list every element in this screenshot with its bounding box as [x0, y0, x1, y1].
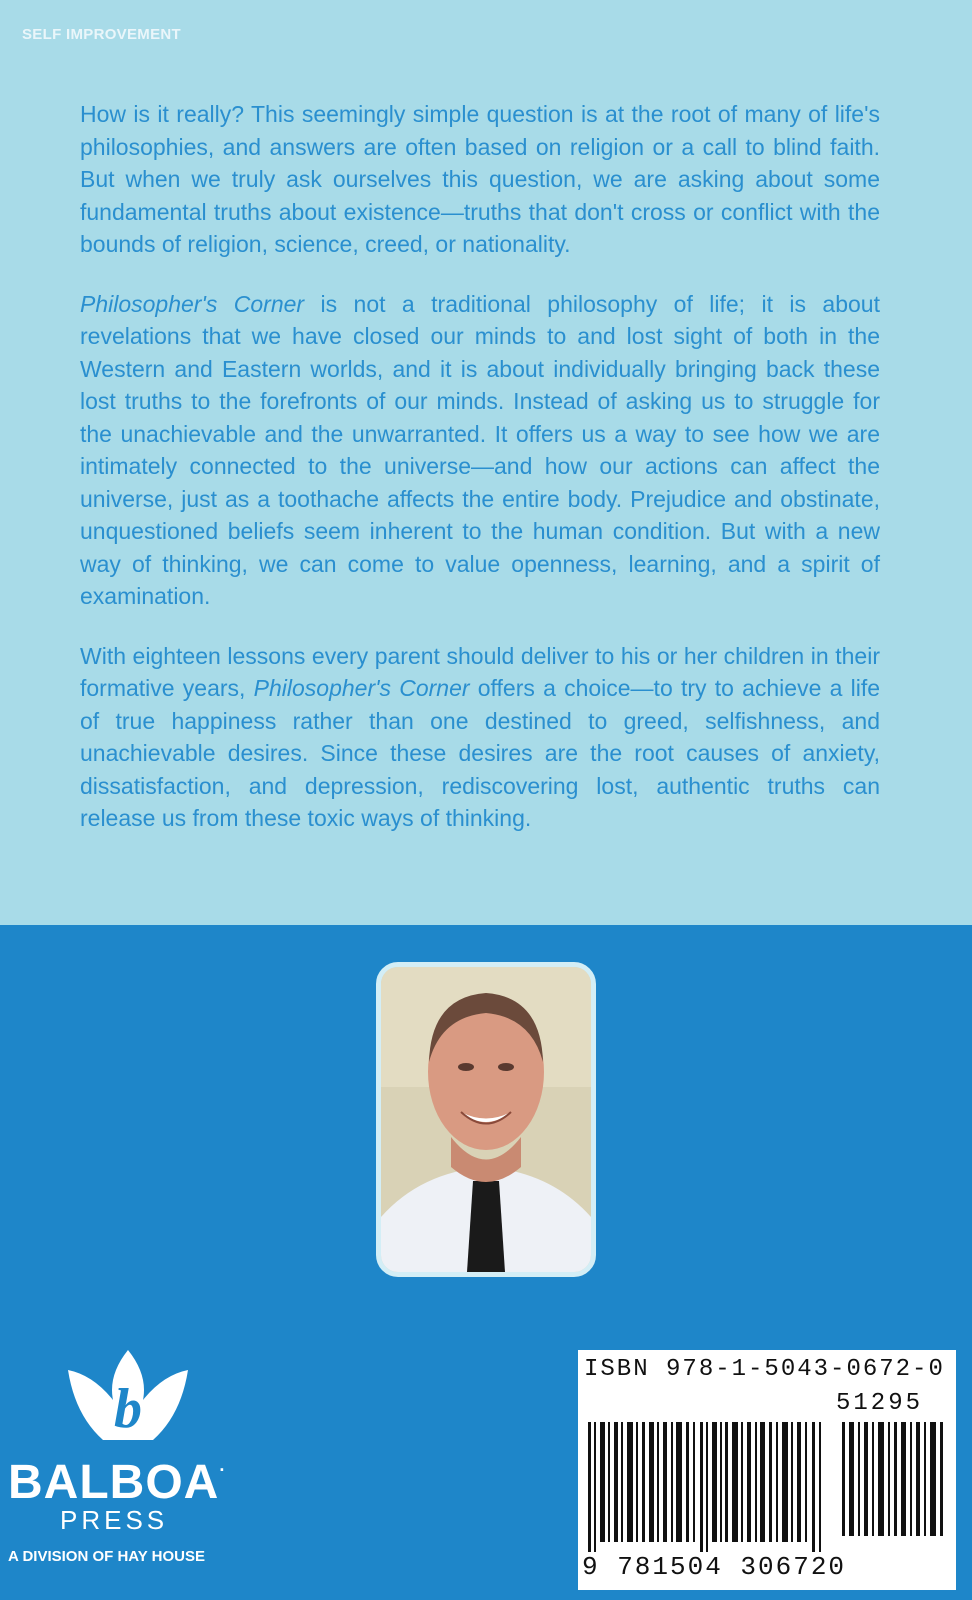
lotus-icon: [63, 1345, 193, 1455]
isbn-label: ISBN 978-1-5043-0672-0: [584, 1356, 945, 1383]
blurb-paragraph-3: [80, 640, 880, 835]
blurb-paragraph-3-text: offers a choice—to try to achieve a life of true happiness rather than one destined to greed, selfishness, and unachievable desires. Since these desires are the root causes of anxiety, dissatisfaction, and depression, rediscovering lost, authentic truths can release us from these toxic ways of thinking.: [80, 675, 880, 831]
barcode-bars: [586, 1422, 826, 1552]
book-title-inline: Philosopher's Corner: [253, 675, 470, 701]
book-title-inline: Philosopher's Corner: [80, 290, 305, 317]
blurb-paragraph-2: [80, 288, 880, 613]
publisher-name-mark: .: [219, 1455, 226, 1475]
publisher-name-text: BALBOA: [8, 1456, 220, 1509]
blurb: [80, 98, 880, 862]
addon-barcode-bars: [840, 1422, 948, 1536]
blurb-paragraph-3-start: With eighteen lessons every parent should deliver to his or her children in their formative years,: [80, 642, 880, 701]
logo-letter: b: [114, 1378, 142, 1440]
barcode: [578, 1350, 956, 1590]
blurb-paragraph-1: How is it really? This seemingly simple question is at the root of many of life's philosophies, and answers are often based on religion or a call to blind faith. But when we truly ask ourselves this question, we are asking about some fundamental truths about existence—truths that don't cross or conflict with the bounds of religion, science, creed, or nationality.: [80, 101, 880, 257]
price-code: 51295: [836, 1390, 924, 1417]
author-portrait: [381, 967, 591, 1272]
barcode-digits: 9 781504 306720: [582, 1552, 847, 1582]
publisher-logo: [8, 1345, 248, 1565]
publisher-sub: PRESS: [60, 1505, 169, 1535]
author-photo: [376, 962, 596, 1277]
publisher-tagline: A DIVISION OF HAY HOUSE: [8, 1548, 205, 1565]
publisher-name: [8, 1455, 238, 1510]
blurb-paragraph-2-text: is not a traditional philosophy of life; it is about revelations that we have closed our minds to and lost sight of both in the Western and Eastern worlds, and it is about individually bringing back these lost truths to the forefronts of our minds. Instead of asking us to struggle for the unachievable and the unwarranted. It offers us a way to see how we are intimately connected to the universe—and how our actions can affect the universe, just as a toothache affects the entire body. Prejudice and obstinate, unquestioned beliefs seem inherent to the human condition. But with a new way of thinking, we can come to value openness, learning, and a spirit of examination.: [80, 290, 880, 609]
category-label: SELF IMPROVEMENT: [22, 26, 181, 43]
